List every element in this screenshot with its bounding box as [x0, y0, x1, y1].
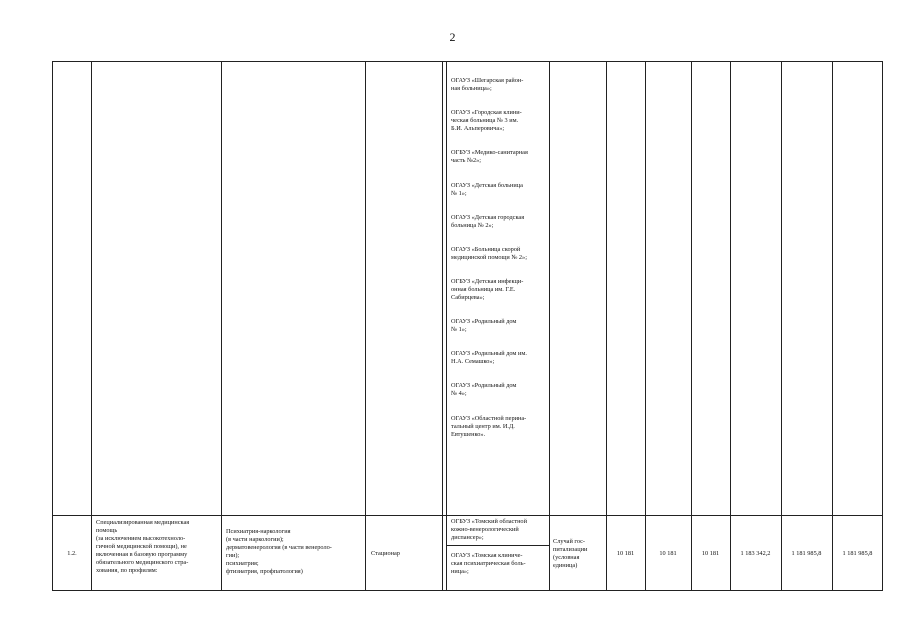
organization-item: ОГБУЗ «Томский областной кожно-венерологический диспансер»;: [451, 518, 527, 542]
organization-item: ОГБУЗ «Медико-санитарная часть №2»;: [451, 149, 528, 165]
value-cell: 10 181: [701, 550, 720, 557]
services-table: [52, 61, 883, 591]
service-description: Специализированная медицинская помощь (за исключением высокотехноло- гичной медицинской помощи), не включенная в базовую программу обязательного медицинского стра- хования, по профилям:: [96, 519, 190, 575]
service-profiles: Психиатрия-наркология (в части наркологии); дерматовенерология (в части венероло- гии); психиатрия; фтизиатрия, профпатология): [226, 528, 332, 576]
value-cell: 1 181 985,8: [842, 550, 873, 557]
column-divider: [730, 62, 731, 590]
unit-of-measure: Случай гос- питализации (условная единица): [553, 538, 588, 570]
column-divider: [781, 62, 782, 590]
column-divider: [606, 62, 607, 590]
column-divider: [832, 62, 833, 590]
column-divider: [365, 62, 366, 590]
column-divider: [442, 62, 443, 590]
organization-item: ОГАУЗ «Томская клиниче- ская психиатрическая боль- ница»;: [451, 552, 526, 576]
organization-item: ОГАУЗ «Родильный дом № 1»;: [451, 318, 517, 334]
cell-divider: [446, 545, 549, 546]
value-cell: 10 181: [616, 550, 635, 557]
column-divider: [91, 62, 92, 590]
value-cell: 1 181 985,8: [791, 550, 822, 557]
column-divider: [645, 62, 646, 590]
organization-item: ОГАУЗ «Шегарская район- ная больница»;: [451, 77, 524, 93]
column-divider: [549, 62, 550, 590]
column-divider: [221, 62, 222, 590]
organization-item: ОГБУЗ «Детская инфекци- онная больница им. Г.Е. Сабирцева»;: [451, 277, 524, 302]
organization-item: ОГАУЗ «Родильный дом им. Н.А. Семашко»;: [451, 350, 527, 366]
column-divider: [446, 62, 447, 590]
page-number: 2: [449, 30, 456, 44]
organization-item: ОГАУЗ «Областной перина- тальный центр им. И.Д. Евтушенко».: [451, 414, 527, 438]
value-cell: 10 181: [659, 550, 677, 557]
organization-item: ОГАУЗ «Городская клини- ческая больница № 3 им. Б.И. Альперовича»;: [451, 109, 522, 133]
care-condition: Стационар: [371, 550, 400, 557]
row-number: 1.2.: [67, 550, 77, 557]
organizations-list: [451, 69, 547, 447]
row-divider: [53, 515, 882, 516]
value-cell: 1 183 342,2: [740, 550, 771, 557]
organization-item: ОГАУЗ «Детская больница № 1»;: [451, 181, 523, 197]
organization-item: ОГАУЗ «Родильный дом № 4»;: [451, 382, 517, 398]
column-divider: [691, 62, 692, 590]
organization-item: ОГАУЗ «Больница скорой медицинской помощи № 2»;: [451, 245, 527, 261]
organization-item: ОГАУЗ «Детская городская больница № 2»;: [451, 213, 525, 229]
